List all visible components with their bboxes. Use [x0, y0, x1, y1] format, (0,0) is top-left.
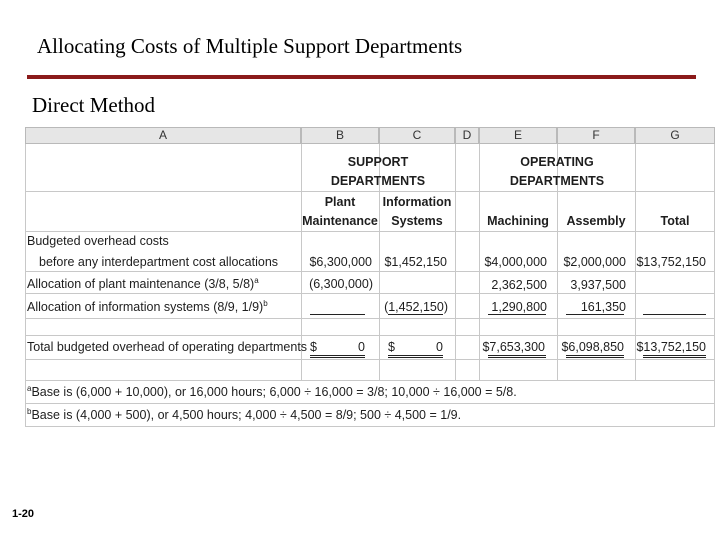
information-systems-heading-1: Information — [382, 195, 452, 209]
alloc-plant-assembly: 3,937,500 — [570, 278, 626, 292]
underline — [310, 314, 365, 315]
grid-line — [25, 335, 715, 336]
double-underline — [643, 355, 706, 356]
footnote-b-text: Base is (4,000 + 500), or 4,500 hours; 4,000 ÷ 4,500 = 8/9; 500 ÷ 4,500 = 1/9. — [31, 408, 462, 422]
grid-line — [25, 271, 715, 272]
footnote-a-marker: a — [27, 384, 32, 393]
underline — [566, 314, 624, 315]
alloc-plant-label — [27, 277, 259, 291]
double-underline — [643, 357, 706, 358]
double-underline — [566, 355, 624, 356]
budgeted-assembly: $2,000,000 — [563, 255, 626, 269]
plant-maintenance-heading-1: Plant — [324, 195, 356, 209]
double-underline — [310, 355, 365, 356]
footnote-a — [27, 385, 517, 399]
column-header-c[interactable]: C — [379, 127, 455, 144]
grid-line — [25, 403, 715, 404]
title-divider — [27, 75, 696, 79]
alloc-plant-footnote-marker: a — [254, 276, 259, 285]
budgeted-label-line2: before any interdepartment cost allocations — [39, 255, 279, 269]
footnote-a-text: Base is (6,000 + 10,000), or 16,000 hours; 6,000 ÷ 16,000 = 3/8; 10,000 ÷ 16,000 = 5/8. — [31, 385, 517, 399]
double-underline — [388, 355, 443, 356]
total-total: $13,752,150 — [636, 340, 706, 354]
double-underline — [488, 355, 546, 356]
column-header-b[interactable]: B — [301, 127, 379, 144]
double-underline — [388, 357, 443, 358]
total-assembly: $6,098,850 — [561, 340, 624, 354]
budgeted-label-line1: Budgeted overhead costs — [27, 234, 169, 248]
column-header-f[interactable]: F — [557, 127, 635, 144]
budgeted-machining: $4,000,000 — [484, 255, 547, 269]
grid-line — [714, 144, 715, 427]
slide-title: Allocating Costs of Multiple Support Departments — [37, 34, 463, 58]
total-label: Total budgeted overhead of operating departments — [27, 340, 308, 354]
budgeted-information-systems: $1,452,150 — [384, 255, 447, 269]
column-header-g[interactable]: G — [635, 127, 715, 144]
budgeted-total: $13,752,150 — [636, 255, 706, 269]
underline — [488, 314, 546, 315]
grid-line — [25, 426, 715, 427]
alloc-is-assembly: 161,350 — [580, 300, 626, 314]
column-header-e[interactable]: E — [479, 127, 557, 144]
total-plant-maintenance: 0 — [358, 340, 365, 354]
alloc-is-information-systems: (1,452,150) — [384, 300, 448, 314]
page-number: 1-20 — [12, 508, 35, 520]
grid-line — [25, 380, 715, 381]
alloc-is-footnote-marker: b — [263, 299, 268, 308]
alloc-plant-plant-maintenance: (6,300,000) — [309, 277, 373, 291]
grid-line — [25, 231, 715, 232]
budgeted-plant-maintenance: $6,300,000 — [309, 255, 372, 269]
alloc-plant-label-text: Allocation of plant maintenance (3/8, 5/8) — [27, 277, 255, 291]
double-underline — [488, 357, 546, 358]
alloc-plant-machining: 2,362,500 — [491, 278, 547, 292]
double-underline — [310, 357, 365, 358]
column-header-a[interactable]: A — [25, 127, 301, 144]
alloc-is-label-text: Allocation of information systems (8/9, 1/9) — [27, 300, 264, 314]
total-plant-dollar: $ — [310, 340, 317, 354]
footnote-b — [27, 408, 461, 422]
underline — [643, 314, 706, 315]
grid-line — [25, 144, 26, 427]
grid-line — [25, 318, 715, 319]
support-header-line2: DEPARTMENTS — [330, 174, 426, 188]
total-machining: $7,653,300 — [482, 340, 545, 354]
grid-line — [25, 191, 715, 192]
total-is-dollar: $ — [388, 340, 395, 354]
grid-line — [25, 359, 715, 360]
assembly-heading: Assembly — [566, 214, 626, 228]
double-underline — [566, 357, 624, 358]
operating-header-line2: DEPARTMENTS — [509, 174, 605, 188]
column-header-d[interactable]: D — [455, 127, 479, 144]
alloc-is-machining: 1,290,800 — [491, 300, 547, 314]
slide-subtitle: Direct Method — [32, 93, 156, 117]
footnote-b-marker: b — [27, 407, 32, 416]
grid-line — [455, 144, 456, 380]
grid-line — [25, 293, 715, 294]
machining-heading: Machining — [487, 214, 549, 228]
support-header-line1: SUPPORT — [347, 155, 409, 169]
operating-header-line1: OPERATING — [520, 155, 594, 169]
information-systems-heading-2: Systems — [391, 214, 443, 228]
plant-maintenance-heading-2: Maintenance — [302, 214, 378, 228]
total-heading: Total — [660, 214, 690, 228]
total-information-systems: 0 — [436, 340, 443, 354]
underline — [388, 314, 443, 315]
alloc-is-label — [27, 300, 268, 314]
